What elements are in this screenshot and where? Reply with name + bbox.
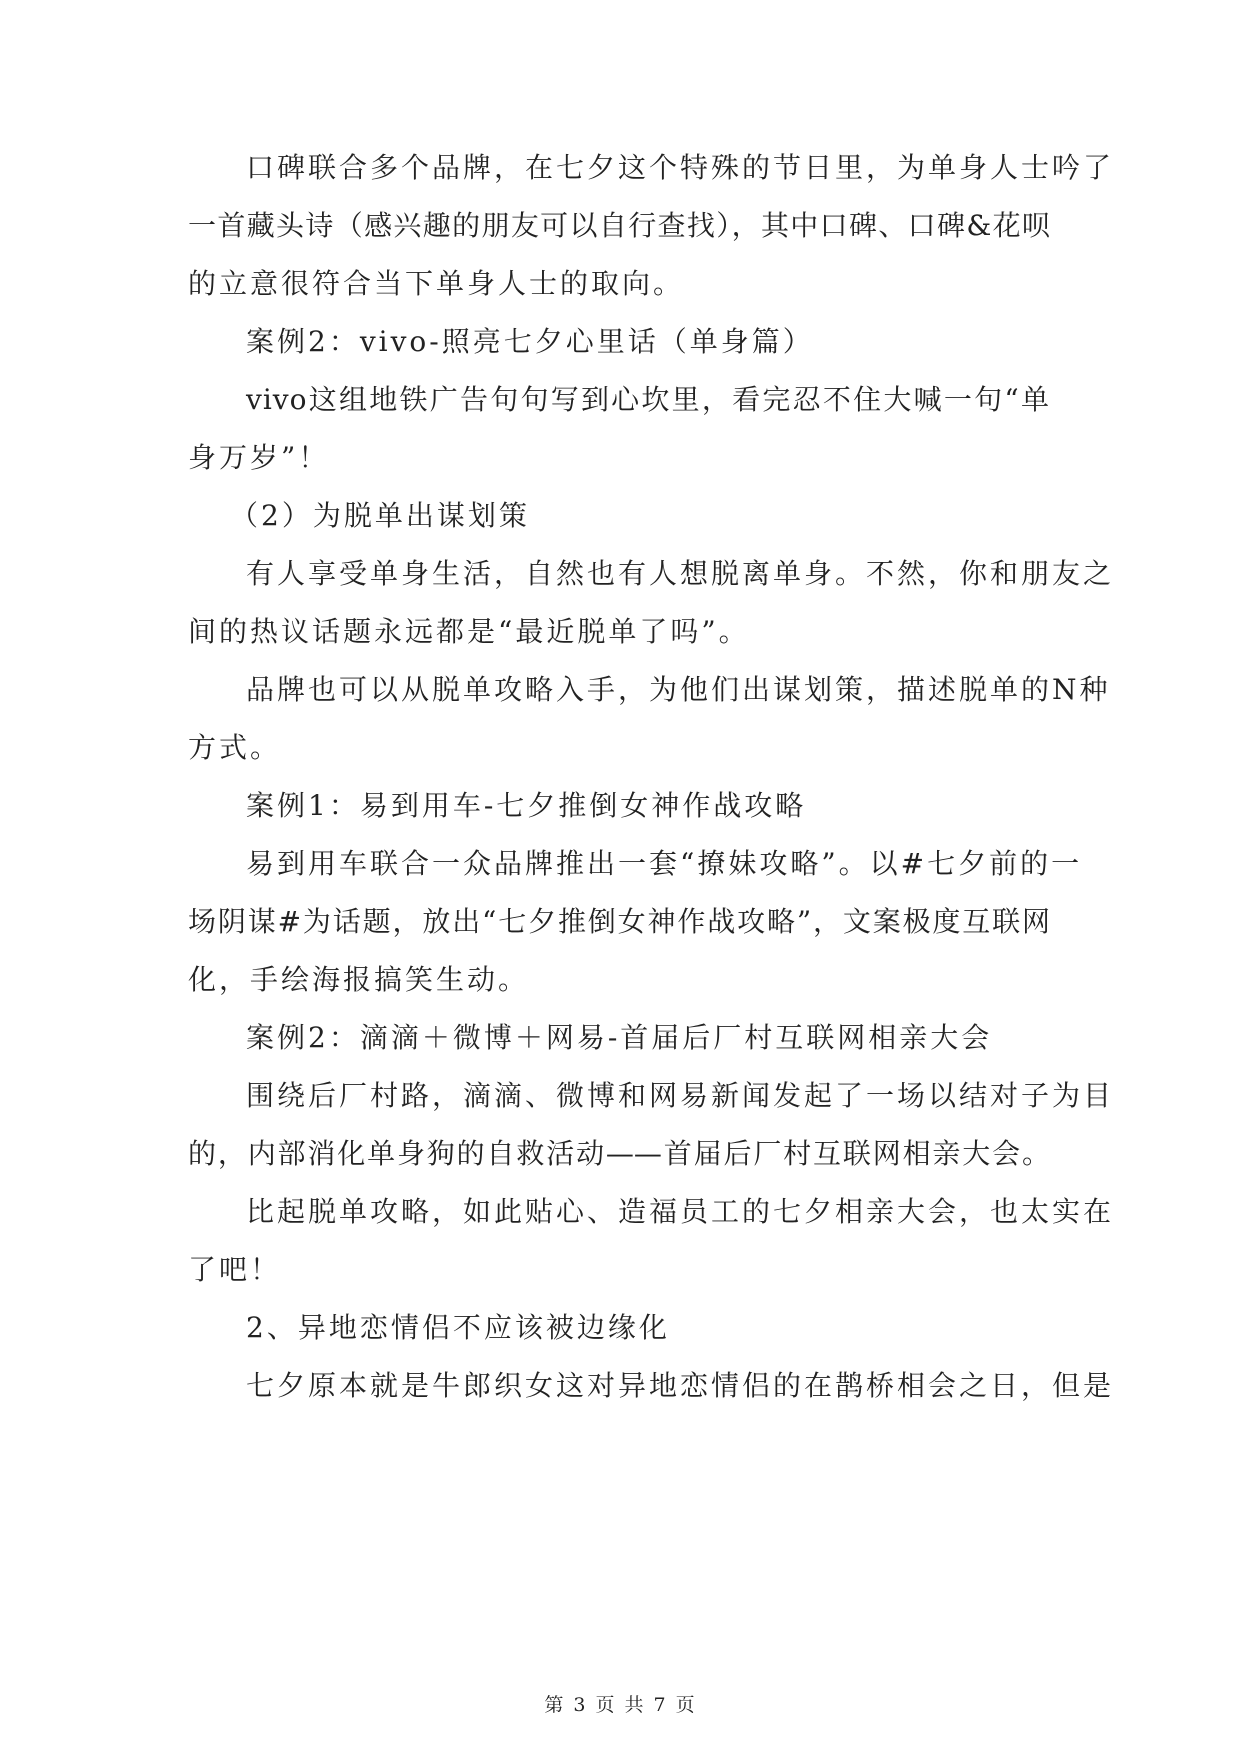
section-heading: 2、异地恋情侣不应该被边缘化	[246, 1311, 670, 1344]
paragraph-line: 的立意很符合当下单身人士的取向。	[188, 267, 685, 300]
paragraph-line: 化，手绘海报搞笑生动。	[188, 963, 530, 996]
paragraph-line: 有人享受单身生活，自然也有人想脱离单身。不然，你和朋友之	[246, 557, 1115, 590]
paragraph-line: 间的热议话题永远都是“最近脱单了吗”。	[188, 615, 750, 648]
paragraph-line: 一首藏头诗（感兴趣的朋友可以自行查找），其中口碑、口碑&花呗	[188, 209, 1050, 242]
paragraph-line: 品牌也可以从脱单攻略入手，为他们出谋划策，描述脱单的N种	[246, 673, 1111, 706]
paragraph-line: 场阴谋#为话题，放出“七夕推倒女神作战攻略”，文案极度互联网	[188, 905, 1050, 938]
case-heading: 案例2：vivo-照亮七夕心里话（单身篇）	[246, 325, 814, 358]
section-heading: （2）为脱单出谋划策	[230, 499, 530, 532]
paragraph-line: 了吧！	[188, 1253, 282, 1286]
page-number: 第 3 页 共 7 页	[544, 1694, 697, 1716]
paragraph-line: 的，内部消化单身狗的自救活动——首届后厂村互联网相亲大会。	[188, 1137, 1050, 1170]
paragraph-line: 身万岁”！	[188, 441, 330, 474]
case-heading: 案例2：滴滴＋微博＋网易-首届后厂村互联网相亲大会	[246, 1021, 993, 1054]
paragraph-line: 围绕后厂村路，滴滴、微博和网易新闻发起了一场以结对子为目	[246, 1079, 1115, 1112]
paragraph-line: 七夕原本就是牛郎织女这对异地恋情侣的在鹊桥相会之日，但是	[246, 1369, 1115, 1402]
case-heading: 案例1：易到用车-七夕推倒女神作战攻略	[246, 789, 807, 822]
paragraph-line: 口碑联合多个品牌，在七夕这个特殊的节日里，为单身人士吟了	[246, 151, 1115, 184]
paragraph-line: 方式。	[188, 731, 282, 764]
paragraph-line: 比起脱单攻略，如此贴心、造福员工的七夕相亲大会，也太实在	[246, 1195, 1115, 1228]
paragraph-line: vivo这组地铁广告句句写到心坎里，看完忍不住大喊一句“单	[246, 383, 1050, 416]
paragraph-line: 易到用车联合一众品牌推出一套“撩妹攻略”。以#七夕前的一	[246, 847, 1083, 880]
